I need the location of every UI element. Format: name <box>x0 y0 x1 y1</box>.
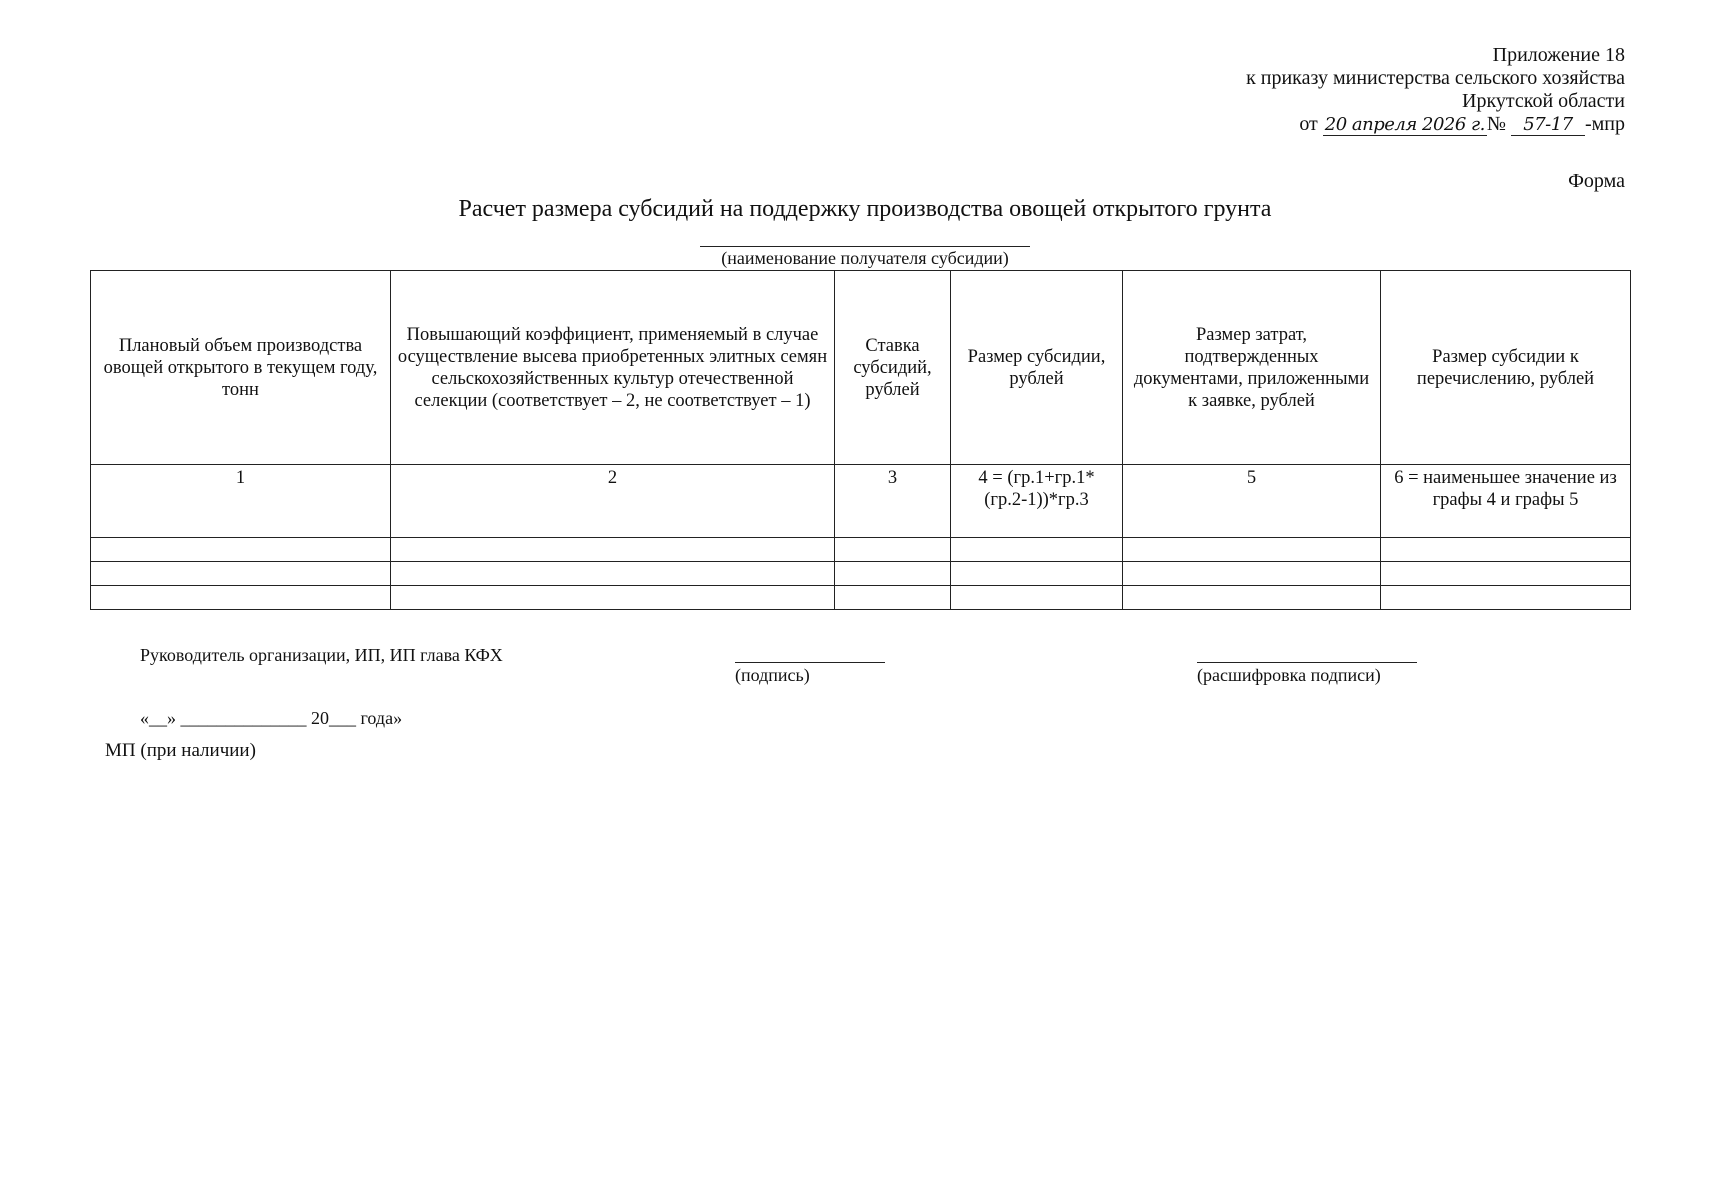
empty-cell[interactable] <box>391 586 835 610</box>
empty-cell[interactable] <box>951 538 1123 562</box>
empty-cell[interactable] <box>391 538 835 562</box>
annex-order-line <box>1246 113 1625 136</box>
empty-cell[interactable] <box>1123 538 1381 562</box>
number-suffix: -мпр <box>1584 113 1625 135</box>
number-sign: № <box>1486 113 1506 135</box>
table-header-row <box>91 271 1631 465</box>
annex-number: Приложение 18 <box>1492 44 1625 66</box>
from-prefix: от <box>1299 113 1318 135</box>
empty-cell[interactable] <box>951 586 1123 610</box>
empty-cell[interactable] <box>91 586 391 610</box>
annex-block <box>1246 44 1625 136</box>
table-row <box>91 586 1631 610</box>
table-row <box>91 562 1631 586</box>
column-number-cell: 6 = наименьшее значение из графы 4 и графы 5 <box>1381 465 1631 538</box>
table-row <box>91 538 1631 562</box>
empty-cell[interactable] <box>1381 586 1631 610</box>
document-title: Расчет размера субсидий на поддержку производства овощей открытого грунта <box>458 196 1272 222</box>
empty-cell[interactable] <box>835 586 951 610</box>
empty-cell[interactable] <box>391 562 835 586</box>
header-cell: Размер субсидии, рублей <box>951 271 1123 465</box>
column-number-cell: 2 <box>391 465 835 538</box>
header-cell: Размер затрат, подтвержденных документами, приложенными к заявке, рублей <box>1123 271 1381 465</box>
empty-cell[interactable] <box>835 538 951 562</box>
header-cell: Плановый объем производства овощей открытого в текущем году, тонн <box>91 271 391 465</box>
empty-cell[interactable] <box>1381 538 1631 562</box>
empty-cell[interactable] <box>1123 562 1381 586</box>
annex-order-ref: к приказу министерства сельского хозяйства <box>1246 67 1625 89</box>
header-cell: Ставка субсидий, рублей <box>835 271 951 465</box>
empty-cell[interactable] <box>951 562 1123 586</box>
column-number-cell: 4 = (гр.1+гр.1*(гр.2-1))*гр.3 <box>951 465 1123 538</box>
date-line: «__» ______________ 20___ года» <box>140 708 403 728</box>
signature-decode-line[interactable]: (расшифровка подписи) <box>1197 662 1417 686</box>
column-number-cell: 1 <box>91 465 391 538</box>
column-number-row <box>91 465 1631 538</box>
annex-region: Иркутской области <box>1462 90 1625 112</box>
header-cell: Повышающий коэффициент, применяемый в случае осуществление высева приобретенных элитных семян сельскохозяйственных культур отечественной селекции (соответствует – 2, не соответствует – 1) <box>391 271 835 465</box>
stamp-label: МП (при наличии) <box>105 740 256 761</box>
subsidy-table <box>90 270 1631 610</box>
empty-cell[interactable] <box>835 562 951 586</box>
column-number-cell: 5 <box>1123 465 1381 538</box>
handwritten-date: 20 апреля 2026 г. <box>1324 114 1485 135</box>
signatory-label: Руководитель организации, ИП, ИП глава КФХ <box>140 645 503 665</box>
signature-line[interactable]: (подпись) <box>735 662 885 686</box>
empty-cell[interactable] <box>91 562 391 586</box>
header-cell: Размер субсидии к перечислению, рублей <box>1381 271 1631 465</box>
form-label: Форма <box>1568 170 1625 192</box>
empty-cell[interactable] <box>1123 586 1381 610</box>
empty-cell[interactable] <box>1381 562 1631 586</box>
empty-cell[interactable] <box>91 538 391 562</box>
recipient-caption: (наименование получателя субсидии) <box>700 246 1030 269</box>
column-number-cell: 3 <box>835 465 951 538</box>
handwritten-number: 57-17 <box>1511 115 1585 136</box>
